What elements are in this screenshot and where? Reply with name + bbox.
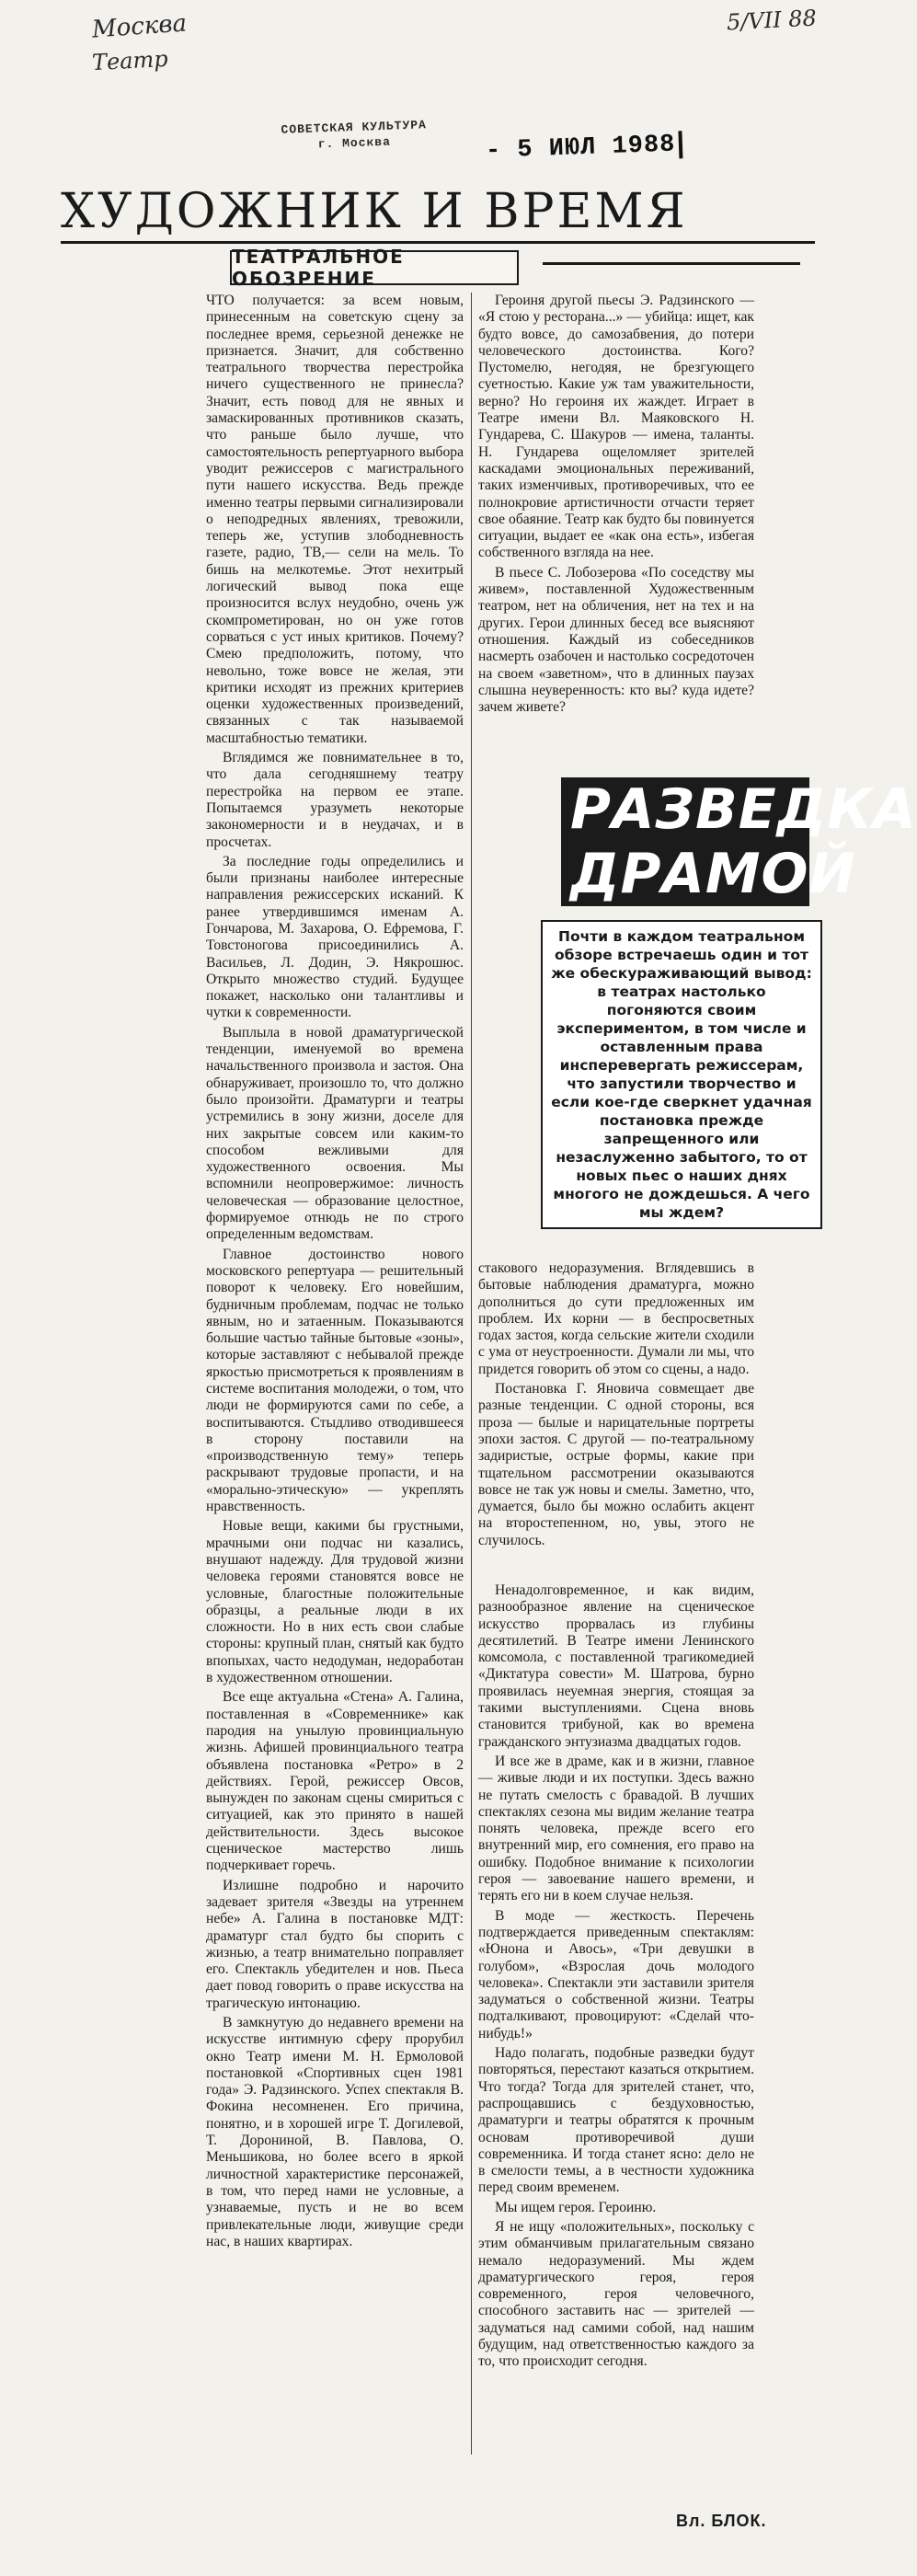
paragraph: Мы ищем героя. Героиню. [495, 2199, 657, 2215]
paragraph: Новые вещи, какими бы грустными, мрачными они подчас ни казались, внушают надежду. Для трудовой жизни человека героями становятся вовсе не условные, благостные положительные образцы, а реальные люди в их сложности. Но в них есть свои слабые стороны: крупный план, снятый как будто впопыхах, часто недодуман, недоработан в художественном отношении. [206, 1518, 464, 1686]
stamp-newspaper: СОВЕТСКАЯ КУЛЬТУРА [281, 118, 428, 137]
paragraph: Излишне подробно и нарочито задевает зрителя «Звезды на утреннем небе» А. Галина в постановке МДТ: драматург стал будто бы спорить с жизнью, а театр внимательно поправляет его. Спектакль убедителен и нов. Пьеса дает повод говорить о праве искусства на трагическую интонацию. [206, 1877, 464, 2011]
banner-line-1: РАЗВЕДКА [570, 777, 917, 842]
stamp-date: - 5 ИЮЛ 1988 [486, 131, 683, 165]
paragraph: Выплыла в новой драматургической тенденции, именуемой во времена начальственного произвола и застоя. Она обнаруживает, произошло то, что должно было произойти. Драматурги и театры устремились в зону жизни, доселе для них закрытые совсем или каким-то способом вежливыми для художественного освоения. Мы вспомнили неопровержимое: личность человеческая — образование целостное, формируемое отнюдь не по строго определенным ведомствам. [206, 1024, 464, 1243]
article-column-left [206, 293, 464, 2449]
handwritten-source: Москва [91, 9, 188, 44]
paragraph: Постановка Г. Яновича совмещает две разные тенденции. С одной стороны, вся проза — былые и нарицательные портреты эпохи застоя. С другой — по-театральному задиристые, острые формы, какие при тщательном рассмотрении оказываются вовсе не так уж новы и смелы. Заметно, что, думается, было бы можно ослабить акцент на второстепенном, но, увы, этого не случилось. [478, 1381, 754, 1548]
article-column-right-bottom [478, 1582, 754, 2447]
handwritten-publication: Театр [91, 45, 169, 76]
paragraph: ЧТО получается: за всем новым, принесенным на советскую сцену за последнее время, серьезной денежке не признается. Значит, для собственно театрального творчества перестройка ничего существенного не принесла? Значит, есть повод для не явных и замаскированных противников сказать, что раньше было лучше, что самостоятельность репертуарного выбора уводит режиссеров с магистрального пути нашего искусства. Ведь прежде именно театры первыми сигнализировали о неподредных явлениях, тревожили, теперь же, уступив злободневность газете, радио, ТВ,— сели на мель. То бишь на мелкотемье. Этот нехитрый логический вывод пока еще произносится вслух неудобно, очень уж скомпрометирован, но он уже готов сорваться с уст иных критиков. Почему? Смею предположить, потому, что невольно, тоже вовсе не желая, эти критики исходят из прежних критериев оценки художественных произведений, связанных с так называемой масштабностью тематики. [206, 293, 464, 746]
promo-lead: Почти в каждом театральном обзоре встречаешь один и тот же обескураживающий вывод: в театрах настолько погоняются своим экспериментом, в том числе и оставленным права инсперевергать режиссерам, что запустили творчество и если кое-где сверкнет удачная постановка прежде запрещенного или незаслуженно забытого, то от новых пьес о наших днях многого не дождешься. А чего мы ждем? [541, 920, 822, 1229]
banner-line-2: ДРАМОЙ [570, 842, 856, 906]
banner-title [561, 777, 917, 906]
paragraph: В замкнутую до недавнего времени на искусстве интимную сферу прорубил окно Театр имени М. Н. Ермоловой постановкой «Спортивных сцен 1981 года» Э. Радзинского. Успех спектакля В. Фокина несомненен. Его причина, понятно, и в хорошей игре Т. Догилевой, Т. Дорониной, В. Павлова, О. Меньшикова, но более всего в яркой личностной характеристике персонажей, в том, что перед нами не условные, а узнаваемые, пусть и не во всем привлекательные люди, живущие среди нас, в наших квартирах. [206, 2014, 464, 2249]
column-rule [471, 293, 472, 2455]
paragraph: Все еще актуальна «Стена» А. Галина, поставленная в «Современнике» как пародия на унылую провинциальную жизнь. Афишей провинциального театра объявлена постановка «Ретро» в 2 действиях. Герой, режиссер Овсов, вынужден по законам сцены смириться с ситуацией, как это принято в нашей действительности. Здесь высокое сценическое мастерство лишь подчеркивает горечь. [206, 1689, 464, 1874]
paragraph: В пьесе С. Лобозерова «По соседству мы живем», поставленной Художественным театром, нет на обличения, нет на тех и на других. Герои длинных бесед все выясняют отношения. Каждый из собеседников насмерть озабочен и настолько сосредоточен на своем «заветном», что в длинных паузах слышна неуверенность: кто вы? куда идете? зачем живете? [478, 564, 754, 716]
headline-rule [61, 241, 815, 244]
rubric-box [230, 246, 519, 290]
paragraph: За последние годы определились и были признаны наиболее интересные направления режиссерских исканий. К ранее утвердившимся именам А. Гончарова, М. Захарова, О. Ефремова, Г. Товстоногова присоединились А. Васильев, Л. Додин, Э. Някрошюс. Открыто множество студий. Будущее покажет, насколько они талантливы и чутки к современности. [206, 853, 464, 1021]
clipping-stamp [280, 117, 428, 154]
paragraph: И все же в драме, как и в жизни, главное — живые люди и их поступки. Здесь важно не путать смелость с бравадой. В лучших спектаклях сезона мы видим желание театра понять человека, прежде всего его внутренний мир, его сомнения, его право на ошибку. Подобное внимание к психологии героя — завоевание нашего времени, и терять его ни в коем случае нельзя. [478, 1753, 754, 1904]
handwritten-date: 5/VII 88 [726, 5, 818, 36]
article-column-right-top [478, 293, 754, 766]
article-column-middle [478, 1260, 754, 1573]
paragraph: В моде — жесткость. Перечень подтверждается приведенным спектаклям: «Юнона и Авось», «Три девушки в голубом», «Взрослая дочь молодого человека». Спектакли эти заставили зрителя задуматься о собственной жизни. Театры подталкивают, провоцируют: «Сделай что-нибудь!» [478, 1907, 754, 2041]
rubric-label: ТЕАТРАЛЬНОЕ ОБОЗРЕНИЕ [232, 246, 405, 290]
stamp-city: г. Москва [317, 134, 392, 152]
author-signature: Вл. БЛОК. [676, 2512, 767, 2530]
paragraph: Я не ищу «положительных», поскольку с этим обманчивым прилагательным связано немало недоразумений. Мы ждем драматургического героя, героя современного, героя человечного, способного заставить нас — зрителей — задуматься над самими собой, над нашим будущим, над ответственностью каждого за то, что происходит сегодня. [478, 2218, 754, 2370]
paragraph: Вглядимся же повнимательнее в то, что дала сегодняшнему театру перестройка на первом ее этапе. Попытаемся уразуметь некоторые закономерности и в неудачах, и в просчетах. [206, 750, 464, 850]
paragraph: Надо полагать, подобные разведки будут повторяться, перестают казаться открытием. Что тогда? Тогда для зрителей станет, что, распрощавшись с бездуховностью, драматурги и театры обратятся к прочным основам противоречивой души современника. И тогда станет ясно: дело не в смелости темы, а в честности художника перед своим временем. [478, 2045, 754, 2196]
paragraph: стакового недоразумения. Вглядевшись в бытовые наблюдения драматурга, можно дополниться до сути предложенных им проблем. Их корни — в беспросветных годах застоя, когда сельские жители сходили с ума от неустроенности. Думали ли мы, что придется говорить об этом со сцены, а надо. [478, 1260, 754, 1377]
rubric-rule [543, 262, 800, 265]
paragraph: Главное достоинство нового московского репертуара — решительный поворот к человеку. Его новейшим, будничным проблемам, подчас не только явным, но и затаенным. Показываются большие частью тайные бытовые «зоны», которые заставляют с небывалой прежде яркостью присмотреться к проявлениям в системе воспитания молодежи, о том, что люди не формируются сами по себе, а воспитываются. Стыдливо отводившееся в сторону поставили на «производственную тему» теперь раскрывают трудовые пропасти, и на «морально-этическую» — укреплять нравственность. [206, 1246, 464, 1515]
paragraph: Ненадолговременное, и как видим, разнообразное явление на сценическое искусство прорвалась из глубины десятилетий. В Театре имени Ленинского комсомола, с поставленной трагикомедией «Диктатура совести» М. Шатрова, бурно проявилась неуемная энергия, стоящая за такими выступлениями. Сцена вновь становится трибуной, как во времена гражданского энтузиазма двадцатых годов. [478, 1582, 754, 1750]
article-headline: ХУДОЖНИК И ВРЕМЯ [61, 184, 688, 239]
paragraph: Героиня другой пьесы Э. Радзинского — «Я стою у ресторана...» — убийца: ищет, как будто вовсе, до самозабвения, до потери человеческого достоинства. Кого? Пустомелю, негодяя, не брезгующего суетностью. Какие уж там уважительности, верно? Но героиня их жаждет. Играет в Театре имени Вл. Маяковского Н. Гундарева, С. Шакуров — имена, таланты. Н. Гундарева ощеломляет зрителей каскадами эмоциональных переживаний, таких изменчивых, противоречивых, что ее полнокровие артистичности отчасти теряет свое обаяние. Театр как будто бы повинуется ситуации, выдает ее «как она есть», избегая собственного взгляда на нее. [478, 293, 754, 561]
